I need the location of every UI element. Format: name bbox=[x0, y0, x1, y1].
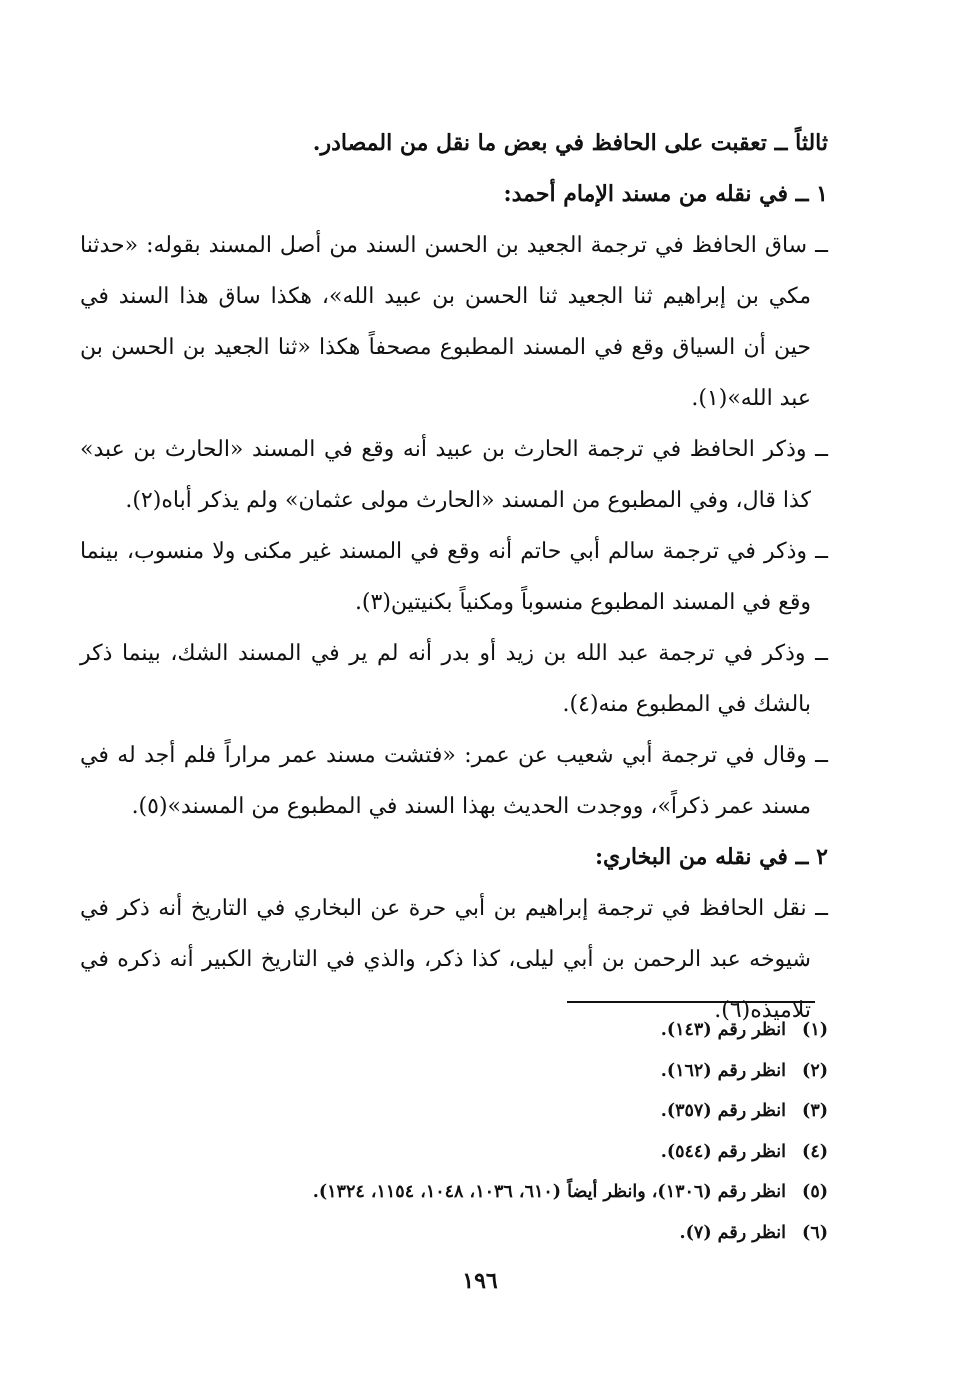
paragraph: ــ نقل الحافظ في ترجمة إبراهيم بن أبي حرة عن البخاري في التاريخ أنه ذكر في شيوخه عبد الرحمن بن أبي ليلى، كذا ذكر، والذي في التاريخ الكبير أنه ذكره في تلاميذه(٦). bbox=[80, 896, 828, 1023]
subsection-title-bukhari: ٢ ــ في نقله من البخاري: bbox=[594, 844, 828, 870]
main-text bbox=[80, 118, 828, 1036]
footnote-number: (٤) bbox=[802, 1141, 828, 1162]
footnote bbox=[150, 1091, 828, 1132]
paragraph: ــ وذكر الحافظ في ترجمة الحارث بن عبيد أنه وقع في المسند «الحارث بن عبد» كذا قال، وفي المطبوع من المسند «الحارث مولى عثمان» ولم يذكر أباه(٢). bbox=[80, 437, 828, 513]
subsection-title-musnad: ١ ــ في نقله من مسند الإمام أحمد: bbox=[503, 181, 828, 207]
footnote-text: انظر رقم (١٦٢). bbox=[660, 1060, 786, 1081]
footnote-number: (٣) bbox=[802, 1101, 828, 1121]
footnote-text: انظر رقم (٥٤٤). bbox=[660, 1141, 786, 1162]
paragraph: ــ وقال في ترجمة أبي شعيب عن عمر: «فتشت مسند عمر مراراً فلم أجد له في مسند عمر ذكراً»، ووجدت الحديث بهذا السند في المطبوع من المسند»(٥). bbox=[80, 743, 828, 819]
paragraph: ــ وذكر في ترجمة سالم أبي حاتم أنه وقع في المسند غير مكنى ولا منسوب، بينما وقع في المسند المطبوع منسوباً ومكنياً بكنيتين(٣). bbox=[80, 539, 828, 615]
section-heading: ثالثاً ــ تعقبت على الحافظ في بعض ما نقل من المصادر. bbox=[312, 130, 828, 156]
footnote bbox=[150, 1172, 828, 1213]
footnote-number: (٢) bbox=[802, 1060, 828, 1081]
footnote-divider bbox=[567, 1001, 815, 1003]
footnote-text: انظر رقم (١٤٣). bbox=[660, 1020, 786, 1040]
footnote bbox=[150, 1010, 828, 1051]
footnote-number: (١) bbox=[802, 1020, 828, 1040]
paragraph: ــ وذكر في ترجمة عبد الله بن زيد أو بدر أنه لم ير في المسند الشك، بينما ذكر بالشك في المطبوع منه(٤). bbox=[80, 641, 828, 717]
page-number: ١٩٦ bbox=[462, 1268, 498, 1294]
footnote-number: (٦) bbox=[802, 1222, 828, 1243]
footnote bbox=[150, 1051, 828, 1092]
footnote-text: انظر رقم (٧). bbox=[679, 1222, 786, 1243]
footnote bbox=[150, 1132, 828, 1173]
footnote bbox=[150, 1213, 828, 1254]
footnote-number: (٥) bbox=[802, 1182, 828, 1202]
footnote-text: انظر رقم (٣٥٧). bbox=[660, 1101, 786, 1121]
footnotes bbox=[150, 1010, 828, 1253]
paragraph: ــ ساق الحافظ في ترجمة الجعيد بن الحسن السند من أصل المسند بقوله: «حدثنا مكي بن إبراهيم ثنا الجعيد ثنا الحسن بن عبيد الله»، هكذا ساق هذا السند في حين أن السياق وقع في المسند المطبوع مصحفاً هكذا «ثنا الجعيد بن الحسن بن عبد الله»(١). bbox=[80, 233, 828, 411]
footnote-text: انظر رقم (١٣٠٦)، وانظر أيضاً (٦١٠، ١٠٣٦، ١٠٤٨، ١١٥٤، ١٣٢٤). bbox=[312, 1182, 786, 1202]
